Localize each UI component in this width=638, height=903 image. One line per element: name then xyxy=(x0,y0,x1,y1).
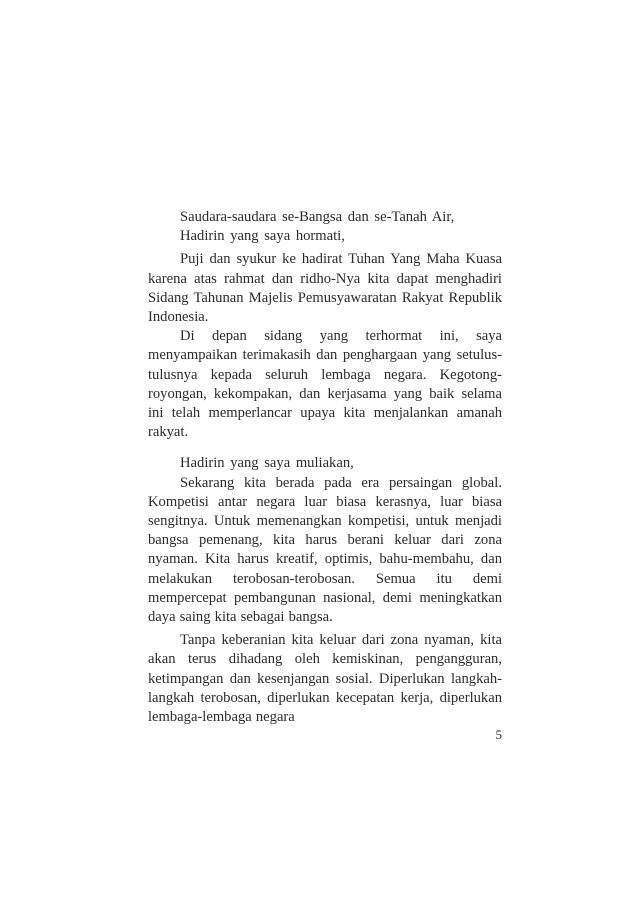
document-body xyxy=(148,208,502,727)
greeting-line: Saudara-saudara se-Bangsa dan se-Tanah Air, xyxy=(180,209,455,225)
spacer xyxy=(148,442,502,454)
paragraph: Sekarang kita berada pada era persaingan global. Kompetisi antar negara luar biasa kerasnya, luar biasa sengitnya. Untuk memenangkan kompetisi, untuk menjadi bangsa pemenang, kita harus berani keluar dari zona nyaman. Kita harus kreatif, optimis, bahu-membahu, dan melakukan terobosan-terobosan. Semua itu demi mempercepat pembangunan nasional, demi meningkatkan daya saing kita sebagai bangsa. xyxy=(148,474,502,626)
paragraph: Di depan sidang yang terhormat ini, saya menyampaikan terimakasih dan penghargaan yang setulus-tulusnya kepada seluruh lembaga negara. Kegotong-royongan, kekompakan, dan kerjasama yang baik selama ini telah memperlancar upaya kita menjalankan amanah rakyat. xyxy=(148,328,502,441)
greeting-line: Hadirin yang saya muliakan, xyxy=(180,455,354,472)
paragraph: Puji dan syukur ke hadirat Tuhan Yang Maha Kuasa karena atas rahmat dan ridho-Nya kita dapat menghadiri Sidang Tahunan Majelis Pemusyawaratan Rakyat Republik Indonesia. xyxy=(148,251,502,326)
greeting-line: Hadirin yang saya hormati, xyxy=(180,228,345,245)
paragraph: Tanpa keberanian kita keluar dari zona nyaman, kita akan terus dihadang oleh kemiskinan, pengangguran, ketimpangan dan kesenjangan sosial. Diperlukan langkah-langkah terobosan, diperlukan kecepatan kerja, diperlukan lembaga-lembaga negara xyxy=(148,632,502,726)
page-number: 5 xyxy=(495,727,502,742)
